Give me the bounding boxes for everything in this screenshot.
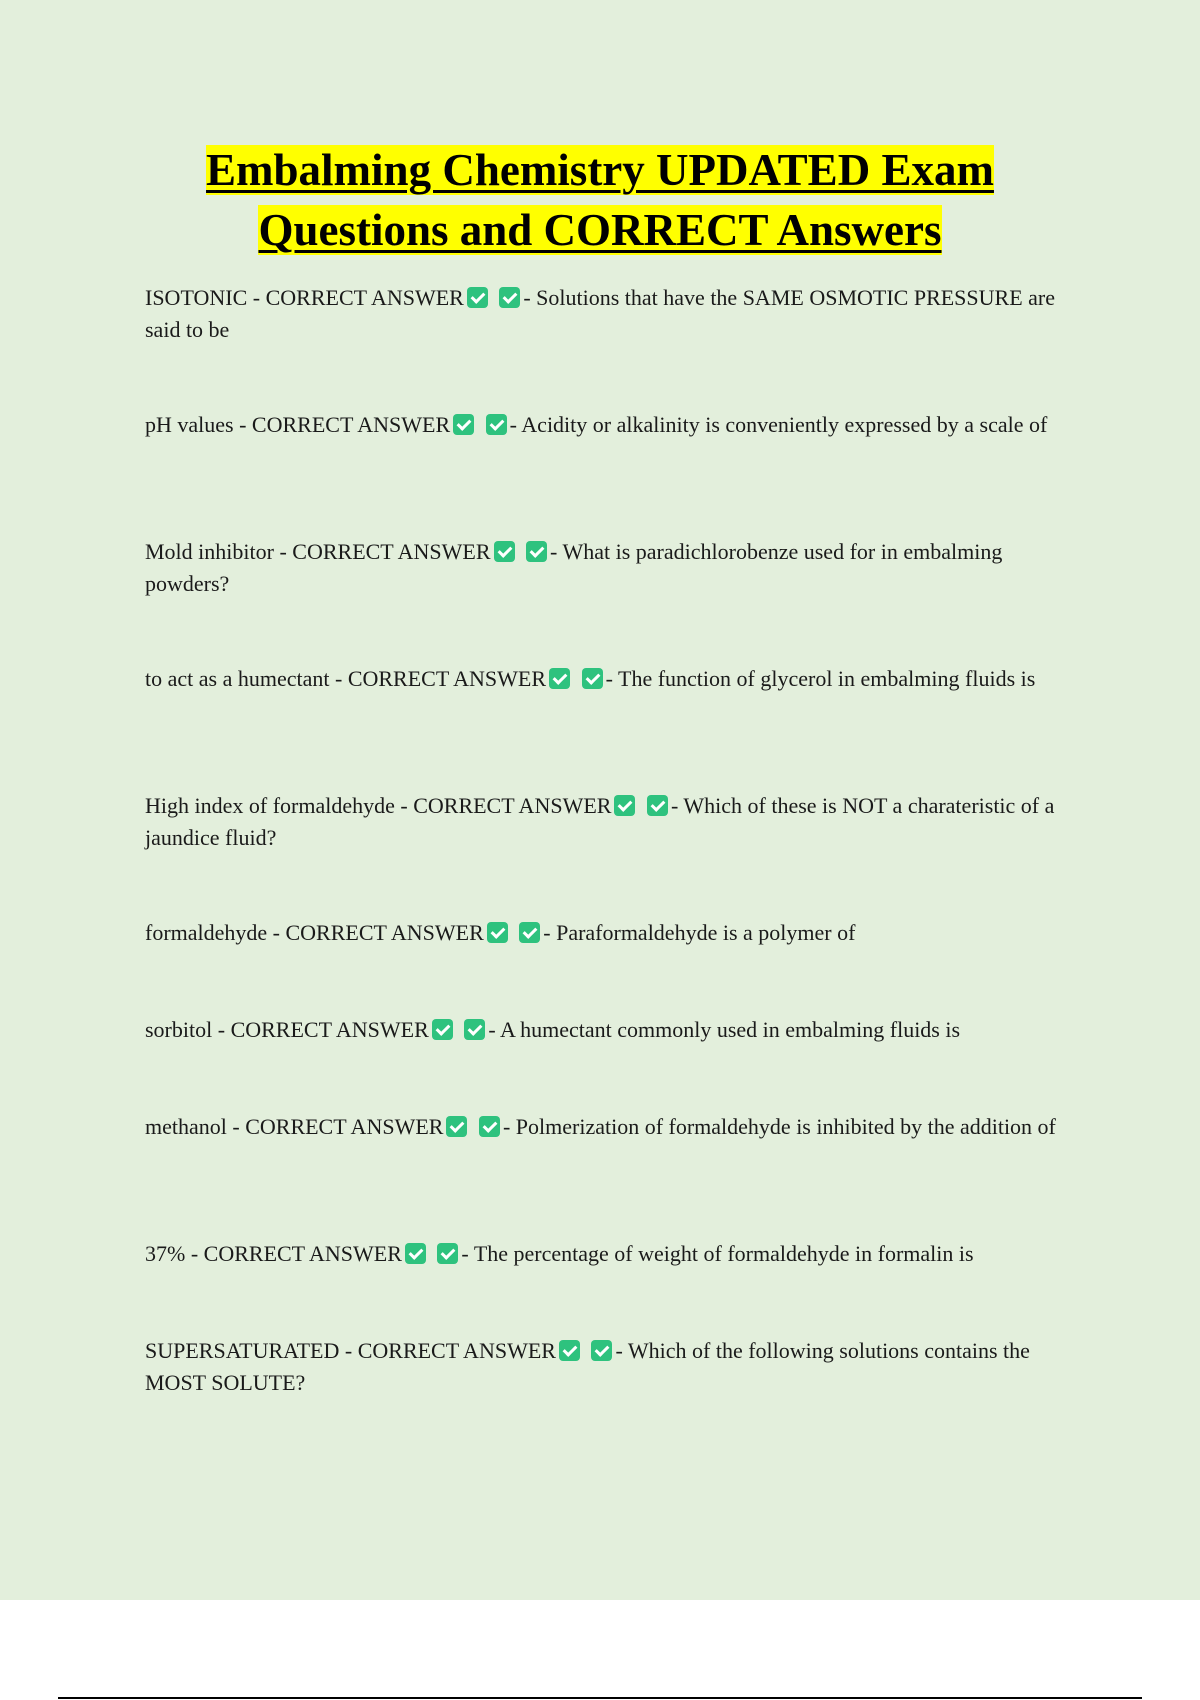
- qa-answer: SUPERSATURATED: [145, 1338, 340, 1363]
- qa-answer: formaldehyde: [145, 920, 268, 945]
- qa-answer: methanol: [145, 1114, 227, 1139]
- checkmark-icon: [549, 668, 570, 689]
- qa-question: Solutions that have the SAME OSMOTIC PRESSURE are said to be: [145, 285, 1056, 342]
- checkmark-icon: [464, 1019, 485, 1040]
- checkmark-icon: [479, 1116, 500, 1137]
- qa-answer: Mold inhibitor: [145, 539, 274, 564]
- qa-separator: CORRECT ANSWER: [251, 412, 451, 437]
- checkmark-icon: [467, 287, 488, 308]
- qa-item: sorbitol - CORRECT ANSWER - A humectant commonly used in embalming fluids is: [145, 1017, 961, 1042]
- title-line-2: Questions and CORRECT Answers: [258, 205, 942, 255]
- checkmark-icon: [487, 922, 508, 943]
- qa-question: The function of glycerol in embalming fluids is: [618, 666, 1036, 691]
- qa-item: to act as a humectant - CORRECT ANSWER - The function of glycerol in embalming fluids is: [145, 666, 1036, 691]
- checkmark-icon: [591, 1340, 612, 1361]
- footer-rule: [58, 1697, 1142, 1699]
- qa-question: What is paradichlorobenze used for in embalming powders?: [145, 539, 1003, 596]
- checkmark-icon: [647, 795, 668, 816]
- qa-item: pH values - CORRECT ANSWER - Acidity or alkalinity is conveniently expressed by a scale of: [145, 412, 1048, 437]
- qa-answer: ISOTONIC: [145, 285, 248, 310]
- qa-separator: CORRECT ANSWER: [285, 920, 484, 945]
- checkmark-icon: [432, 1019, 453, 1040]
- checkmark-icon: [494, 541, 515, 562]
- qa-separator: CORRECT ANSWER: [413, 793, 612, 818]
- checkmark-icon: [446, 1116, 467, 1137]
- checkmark-icon: [405, 1243, 426, 1264]
- qa-answer: High index of formaldehyde: [145, 793, 395, 818]
- qa-separator: CORRECT ANSWER: [245, 1114, 444, 1139]
- qa-question: Polmerization of formaldehyde is inhibited by the addition of: [515, 1114, 1056, 1139]
- qa-item: ISOTONIC - CORRECT ANSWER - Solutions that have the SAME OSMOTIC PRESSURE are said to be: [145, 285, 1056, 342]
- qa-separator: CORRECT ANSWER: [292, 539, 491, 564]
- checkmark-icon: [437, 1243, 458, 1264]
- qa-question: Which of the following solutions contains the MOST SOLUTE?: [145, 1338, 1030, 1395]
- checkmark-icon: [486, 414, 507, 435]
- qa-question: A humectant commonly used in embalming fluids is: [499, 1017, 961, 1042]
- document-title: [0, 140, 1200, 260]
- qa-question: Acidity or alkalinity is conveniently expressed by a scale of: [521, 412, 1048, 437]
- qa-item: High index of formaldehyde - CORRECT ANSWER - Which of these is NOT a charateristic of a jaundice fluid?: [145, 793, 1055, 850]
- qa-separator: CORRECT ANSWER: [265, 285, 464, 310]
- qa-answer: pH values: [145, 412, 234, 437]
- qa-item: 37% - CORRECT ANSWER - The percentage of weight of formaldehyde in formalin is: [145, 1241, 974, 1266]
- qa-item: methanol - CORRECT ANSWER - Polmerization of formaldehyde is inhibited by the addition of: [145, 1114, 1056, 1139]
- qa-question: Paraformaldehyde is a polymer of: [556, 920, 856, 945]
- checkmark-icon: [499, 287, 520, 308]
- qa-question: The percentage of weight of formaldehyde in formalin is: [473, 1241, 974, 1266]
- qa-item: Mold inhibitor - CORRECT ANSWER - What is paradichlorobenze used for in embalming powders?: [145, 539, 1003, 596]
- qa-separator: CORRECT ANSWER: [203, 1241, 402, 1266]
- qa-answer: 37%: [145, 1241, 186, 1266]
- qa-answer: to act as a humectant: [145, 666, 330, 691]
- checkmark-icon: [559, 1340, 580, 1361]
- checkmark-icon: [526, 541, 547, 562]
- qa-answer: sorbitol: [145, 1017, 213, 1042]
- qa-question: Which of these is NOT a charateristic of a jaundice fluid?: [145, 793, 1055, 850]
- qa-item: SUPERSATURATED - CORRECT ANSWER - Which of the following solutions contains the MOST SOLUTE?: [145, 1338, 1030, 1395]
- checkmark-icon: [614, 795, 635, 816]
- checkmark-icon: [519, 922, 540, 943]
- checkmark-icon: [453, 414, 474, 435]
- qa-separator: CORRECT ANSWER: [357, 1338, 556, 1363]
- title-line-1: Embalming Chemistry UPDATED Exam: [206, 145, 994, 195]
- checkmark-icon: [582, 668, 603, 689]
- qa-separator: CORRECT ANSWER: [347, 666, 547, 691]
- qa-separator: CORRECT ANSWER: [230, 1017, 429, 1042]
- qa-item: formaldehyde - CORRECT ANSWER - Paraformaldehyde is a polymer of: [145, 920, 856, 945]
